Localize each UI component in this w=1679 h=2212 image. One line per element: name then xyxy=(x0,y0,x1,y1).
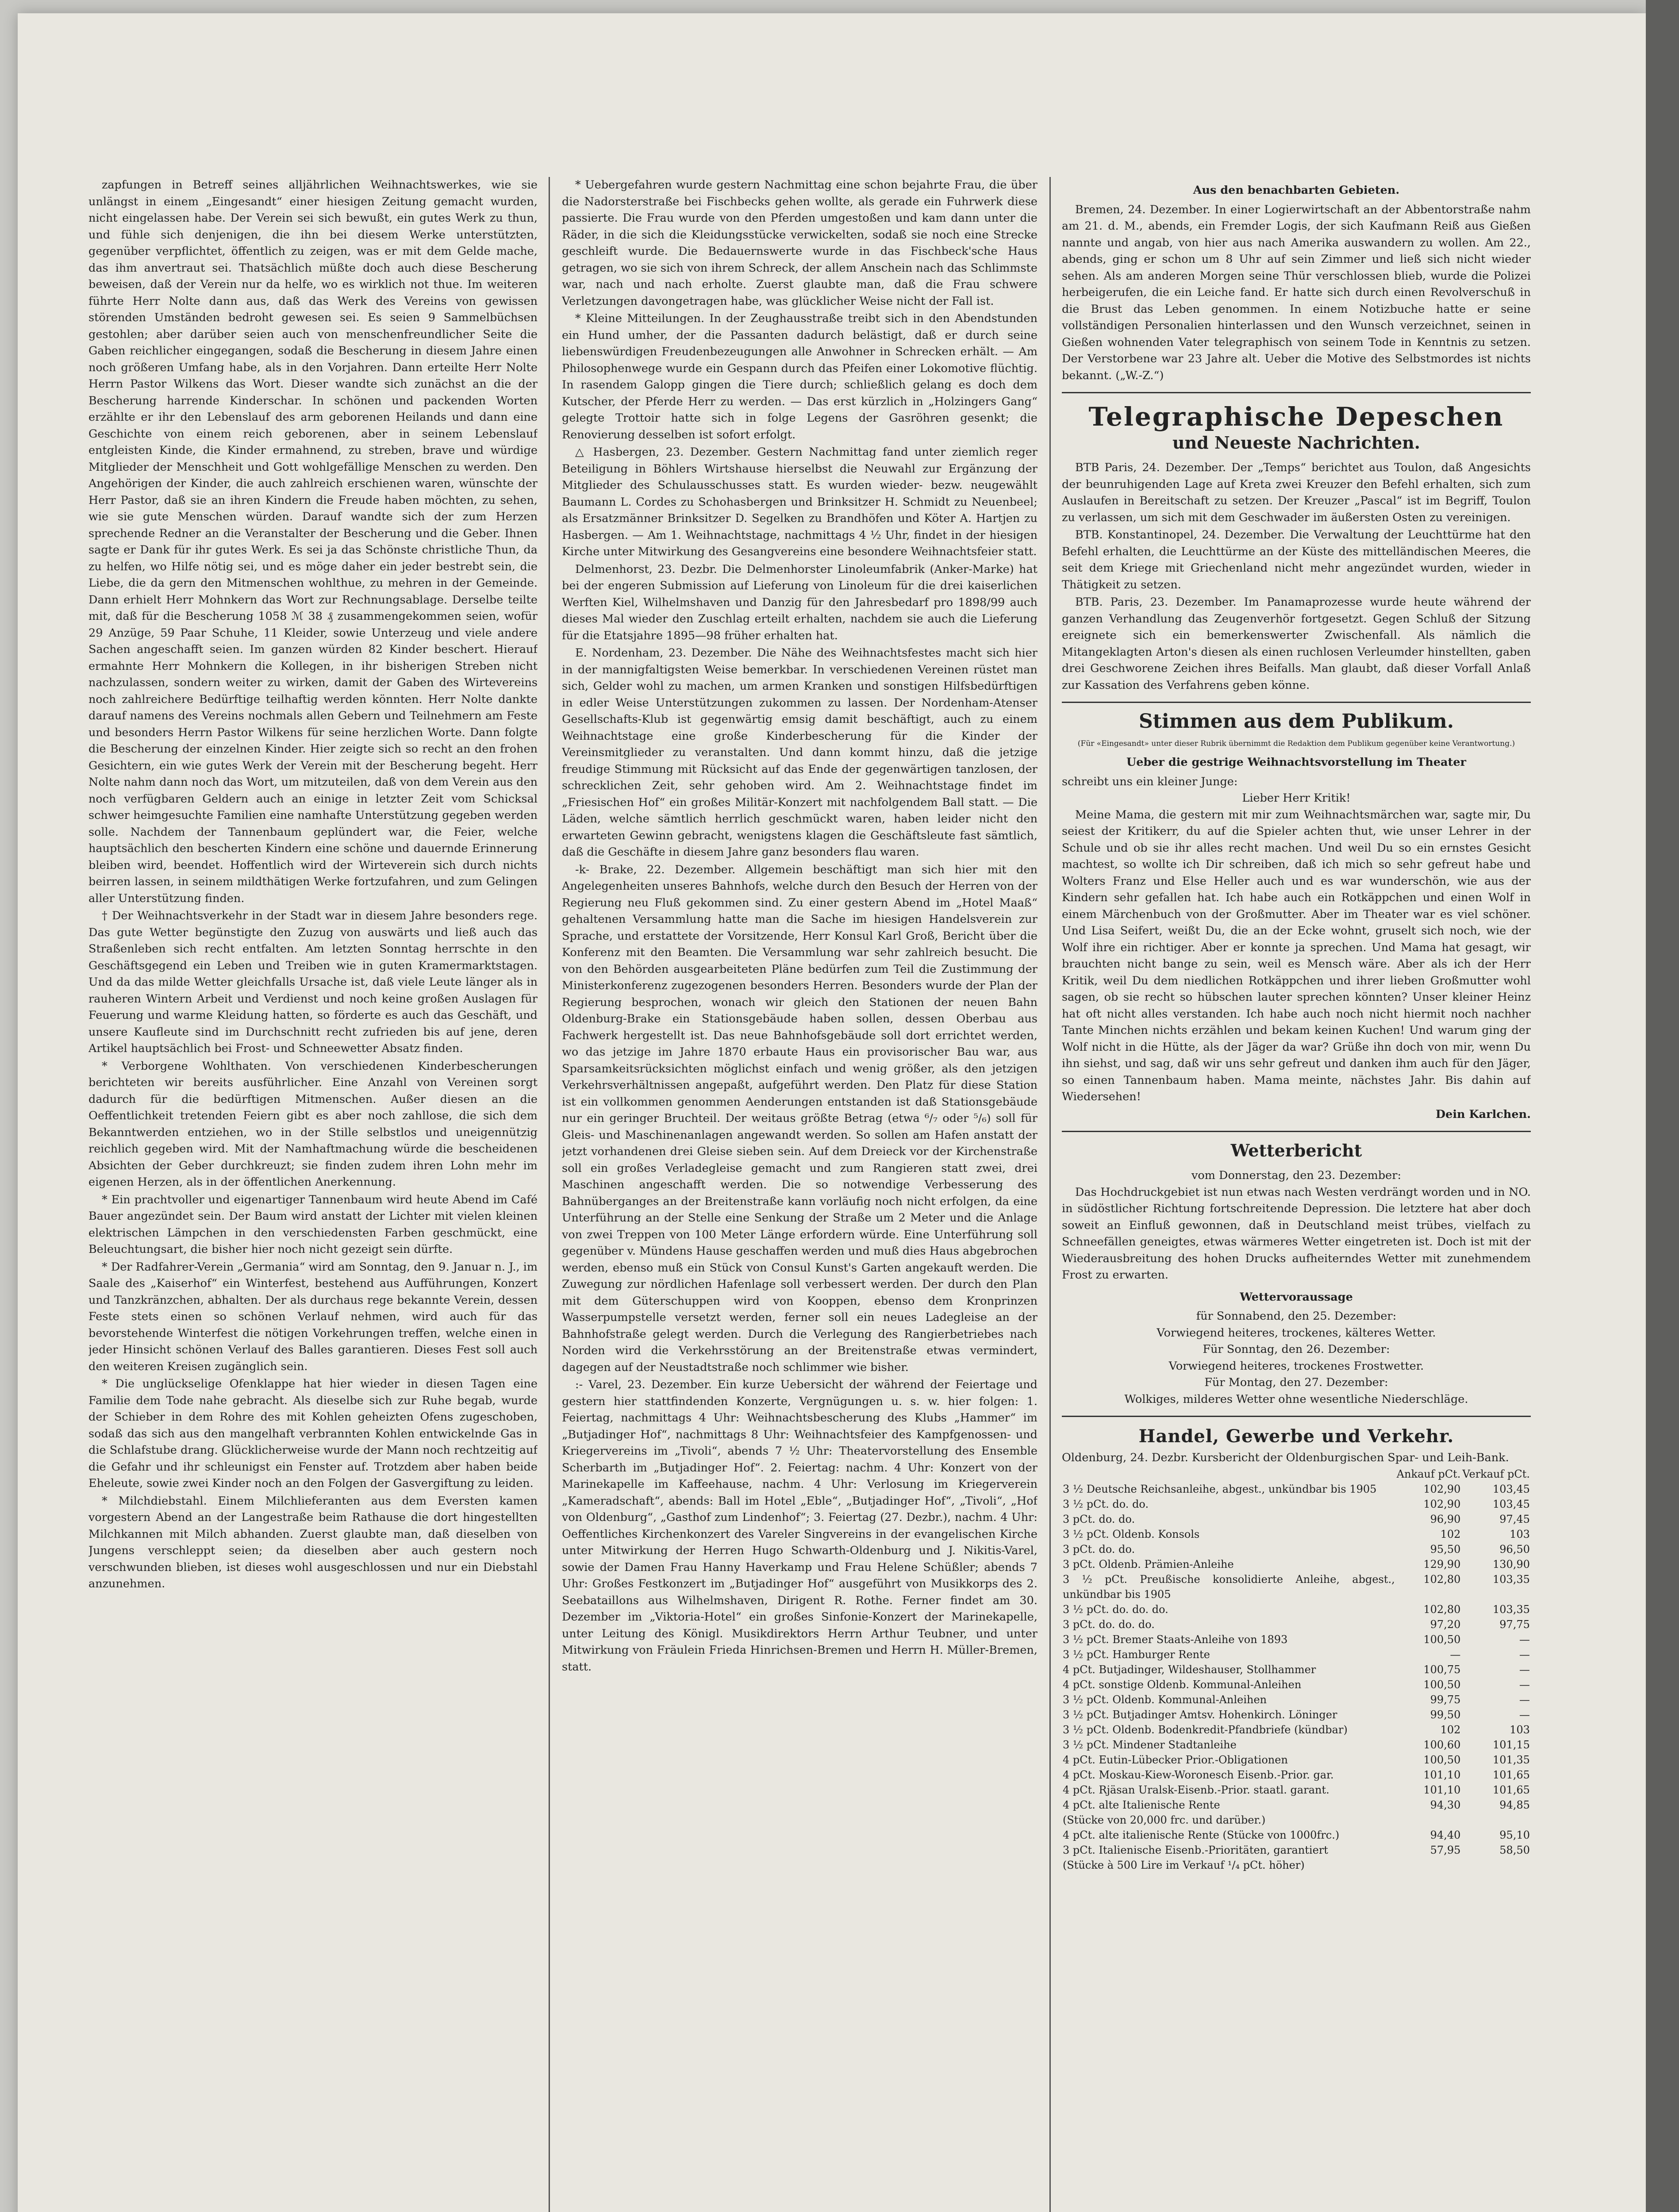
verkauf-value xyxy=(1461,1858,1531,1873)
finance-row xyxy=(1062,1692,1531,1707)
ankauf-value: 100,50 xyxy=(1423,1633,1461,1646)
security-name: 3 pCt. do. do. do. xyxy=(1063,1618,1155,1631)
telegram-paris-1: BTB Paris, 24. Dezember. Der „Temps“ berichtet aus Toulon, daß Angesichts der beunruhigenden Lage auf Kreta zwei Kreuzer den Befehl erhalten, sich zum Auslaufen in Bereitschaft zu setzen. Der Kreuzer „Pascal“ ist im Begriff, Toulon zu verlassen, um sich mit dem Geschwader im äußersten Osten zu vereinigen. xyxy=(1062,461,1531,524)
ankauf-value: — xyxy=(1450,1648,1461,1661)
ankauf-value xyxy=(1396,1858,1462,1873)
stimmen-note: (Für «Eingesandt» unter dieser Rubrik übernimmt die Redaktion dem Publikum gegenüber keine Verantwortung.) xyxy=(1077,739,1515,748)
verkauf-value: — xyxy=(1519,1663,1530,1676)
security-name: 4 pCt. alte italienische Rente (Stücke von 1000frc.) xyxy=(1063,1828,1340,1841)
telegram-subtitle: und Neueste Nachrichten. xyxy=(1172,433,1421,453)
ankauf-value: 100,60 xyxy=(1423,1738,1461,1751)
ankauf-value: 94,30 xyxy=(1430,1798,1461,1811)
ankauf-value: 102,90 xyxy=(1423,1482,1461,1495)
finance-row xyxy=(1062,1512,1531,1527)
verkauf-value: 103,35 xyxy=(1493,1603,1530,1616)
security-name: 4 pCt. Butjadinger, Wildeshauser, Stollhammer xyxy=(1063,1663,1316,1676)
finance-row xyxy=(1062,1617,1531,1632)
finance-row xyxy=(1062,1737,1531,1752)
ankauf-value: 100,50 xyxy=(1423,1753,1461,1766)
article-hasbergen: △ Hasbergen, 23. Dezember. Gestern Nachmittag fand unter ziemlich reger Beteiligung in Böhlers Wirtshause hierselbst die Neuwahl zur Ergänzung der Mitglieder des Schulausschusses statt. Es wurden wieder- bezw. neugewählt Baumann L. Cordes zu Schohasbergen und Brinksitzer H. Schmidt zu Neuenbeel; als Ersatzmänner Brinksitzer D. Segelken zu Brandhöfen und Köter A. Hartjen zu Hasbergen. — Am 1. Weihnachtstage, nachmittags 4 ½ Uhr, findet in der hiesigen Kirche unter Mitwirkung des Gesangvereins eine besondere Weihnachtsfeier statt. xyxy=(562,445,1037,558)
security-name: 3 ½ pCt. Preußische konsolidierte Anleihe, abgest., unkündbar bis 1905 xyxy=(1063,1573,1395,1601)
finance-row xyxy=(1062,1858,1531,1873)
finance-title: Handel, Gewerbe und Verkehr. xyxy=(1138,1426,1454,1447)
finance-row xyxy=(1062,1497,1531,1512)
weather-date: vom Donnerstag, den 23. Dezember: xyxy=(1191,1169,1402,1182)
security-name: 4 pCt. Moskau-Kiew-Woronesch Eisenb.-Prior. gar. xyxy=(1063,1768,1334,1781)
article-nordenham: E. Nordenham, 23. Dezember. Die Nähe des Weihnachtsfestes macht sich hier in der mannigfaltigsten Weise bemerkbar. In verschiedenen Vereinen rüstet man sich, Gelder wohl zu machen, um armen Kranken und sonstigen Hilfsbedürftigen in edler Weise Unterstützungen zukommen zu lassen. Der Nordenham-Atenser Gesellschafts-Klub ist gegenwärtig emsig damit beschäftigt, auch zu einem Weihnachtstage eine große Kinderbescherung für die Kinder der Vereinsmitglieder zu veranstalten. Und dann kommt hinzu, daß die jetzige freudige Stimmung mit Rücksicht auf das Ende der gegenwärtigen tanzlosen, der schrecklichen Zeit, sehr gehoben wird. Am 2. Weihnachtstage findet im „Friesischen Hof“ ein großes Militär-Konzert mit nachfolgendem Ball statt. — Die Läden, welche sämtlich herrlich geschmückt waren, haben leider nicht den erwarteten Gewinn gebracht, wenigstens klagen die Geschäftsleute fast sämtlich, daß die Geschäfte in diesem Jahre ganz besonders flau waren. xyxy=(562,646,1037,859)
letter-greeting: Lieber Herr Kritik! xyxy=(1242,791,1351,805)
finance-row xyxy=(1062,1752,1531,1767)
ankauf-value: 102 xyxy=(1440,1528,1461,1540)
finance-row xyxy=(1062,1632,1531,1647)
security-name: 3 ½ pCt. do. do. xyxy=(1063,1498,1149,1510)
verkauf-value: — xyxy=(1519,1633,1530,1646)
finance-row xyxy=(1062,1482,1531,1497)
article-kleine-mitteilungen: * Kleine Mitteilungen. In der Zeughausstraße treibt sich in den Abendstunden ein Hund umher, der die Passanten dadurch belästigt, daß er durch seine liebenswürdigen Freudenbezeugungen alle Anwohner in Schrecken erhält. — Am Philosophenwege wurde ein Gespann durch das Pfeifen einer Lokomotive flüchtig. In rasendem Galopp gingen die Tiere durch; schließlich gelang es doch dem Kutscher, der Pferde Herr zu werden. — Das erst kürzlich in „Holzingers Gang“ gelegte Trottoir hatte sich in folge Legens der Gasröhren gesenkt; die Renovierung desselben ist sofort erfolgt. xyxy=(562,312,1037,442)
finance-row xyxy=(1062,1557,1531,1572)
finance-header-row xyxy=(1062,1467,1531,1482)
finance-row xyxy=(1062,1797,1531,1813)
security-name: (Stücke von 20,000 frc. und darüber.) xyxy=(1063,1813,1266,1826)
ankauf-value: 95,50 xyxy=(1430,1543,1461,1555)
verkauf-value: — xyxy=(1519,1693,1530,1706)
verkauf-value: 101,35 xyxy=(1493,1753,1530,1766)
finance-row xyxy=(1062,1677,1531,1692)
security-name: 3 ½ pCt. Oldenb. Kommunal-Anleihen xyxy=(1063,1693,1267,1706)
security-name: 4 pCt. sonstige Oldenb. Kommunal-Anleihen xyxy=(1063,1678,1302,1691)
column-2 xyxy=(562,177,1037,2212)
ankauf-value: 99,50 xyxy=(1430,1708,1461,1721)
section-divider xyxy=(1062,702,1531,703)
security-name: 3 pCt. Italienische Eisenb.-Prioritäten, garantiert xyxy=(1063,1843,1328,1856)
verkauf-value: 97,75 xyxy=(1499,1618,1530,1631)
ankauf-value: 100,75 xyxy=(1423,1663,1461,1676)
forecast-line: Vorwiegend heiteres, trockenes Frostwetter. xyxy=(1168,1359,1424,1373)
article-varel: :- Varel, 23. Dezember. Ein kurze Uebersicht der während der Feiertage und gestern hier stattfindenden Konzerte, Vergnügungen u. s. w. hier folgen: 1. Feiertag, nachmittags 4 Uhr: Weihnachtsbescherung des Klubs „Hammer“ im „Butjadinger Hof“, nachmittags 8 Uhr: Weihnachtsfeier des Kampfgenossen- und Kriegervereins im „Tivoli“, abends 7 ½ Uhr: Theatervorstellung des Ensemble Scherbarth im „Butjadinger Hof“. 2. Feiertag: nachm. 4 Uhr: Konzert von der Marinekapelle im Kaffeehause, nachm. 4 Uhr: Verlosung im Kriegerverein „Kameradschaft“, abends: Ball im Hotel „Eble“, „Butjadinger Hof“, „Tivoli“, „Hof von Oldenburg“, „Gasthof zum Lindenhof“; 3. Feiertag (27. Dezbr.), nachm. 4 Uhr: Oeffentliches Kirchenkonzert des Vareler Singvereins in der evangelischen Kirche unter Mitwirkung der Herren Hugo Schwarth-Oldenburg und J. Nikitis-Varel, sowie der Damen Frau Hanny Haverkamp und Frau Helene Schüßler; abends 7 Uhr: Großes Festkonzert im „Butjadinger Hof“ ausgeführt von Musikkorps des 2. Seebataillons aus Wilhelmshaven, Dirigent R. Rothe. Ferner findet am 30. Dezember im „Viktoria-Hotel“ ein großes Sinfonie-Konzert der Marinekapelle, unter Leitung des Königl. Musikdirektors Herrn Arthur Teubner, und unter Mitwirkung von Fräulein Frieda Hinrichsen-Bremen und Herrn H. Müller-Bremen, statt. xyxy=(562,1378,1037,1674)
verkauf-value: 103 xyxy=(1510,1528,1530,1540)
finance-row xyxy=(1062,1602,1531,1617)
security-name: 3 pCt. do. do. xyxy=(1063,1513,1135,1525)
forecast-line: Wolkiges, milderes Wetter ohne wesentliche Niederschläge. xyxy=(1124,1392,1468,1406)
article-weihnachtsverkehr: † Der Weihnachtsverkehr in der Stadt war in diesem Jahre besonders rege. Das gute Wetter begünstigte den Zuzug von auswärts und ließ auch das Straßenleben sich recht entfalten. Am letzten Sonntag herrschte in den Geschäftsgegend ein Leben und Treiben wie in guten Kramermarktstagen. Und da das milde Wetter gleichfalls Ursache ist, daß viele Leute länger als in rauheren Wintern Arbeit und Verdienst und noch keine großen Auslagen für Feuerung und warme Kleidung hatten, so förderte es auch das Geschäft, und unsere Kaufleute sind im Durchschnitt recht zufrieden bis auf jene, deren Artikel hauptsächlich bei Frost- und Schneewetter Absatz finden. xyxy=(88,909,538,1055)
telegram-konstantinopel: BTB. Konstantinopel, 24. Dezember. Die Verwaltung der Leuchttürme hat den Befehl erhalten, die Leuchttürme an der Küste des mittelländischen Meeres, die seit dem Kriege mit Griechenland nicht mehr angezündet wurden, wieder in Thätigkeit zu setzen. xyxy=(1062,528,1531,591)
ankauf-value: 100,50 xyxy=(1423,1678,1461,1691)
stimmen-title: Stimmen aus dem Publikum. xyxy=(1138,710,1454,733)
ankauf-value: 102 xyxy=(1440,1723,1461,1736)
security-name: 3 ½ Deutsche Reichsanleihe, abgest., unkündbar bis 1905 xyxy=(1063,1482,1377,1495)
forecast-line: Für Montag, den 27. Dezember: xyxy=(1204,1376,1388,1389)
article-verborgene-wohlthaten: * Verborgene Wohlthaten. Von verschiedenen Kinderbescherungen berichteten wir bereits ausführlicher. Eine Anzahl von Vereinen sorgt dadurch für die bedürftigen Mitmenschen. Außer diesen an die Oeffentlichkeit tretenden Feiern gibt es aber noch zahllose, die sich dem Bekanntwerden entziehen, wo in der Stille selbstlos und uneigennützig reichlich gegeben wird. Mit der Namhaftmachung würde die bescheidenen Absichten der Geber durchkreuzt; sie finden zudem ihren Lohn mehr im eigenen Herzen, als in der öffentlichen Anerkennung. xyxy=(88,1059,538,1189)
page-edge-shadow xyxy=(1646,0,1679,2212)
article-brake: -k- Brake, 22. Dezember. Allgemein beschäftigt man sich hier mit den Angelegenheiten unseres Bahnhofs, welche durch den Besuch der Herren von der Regierung neu Fluß gekommen sind. Zu einer gestern Abend im „Hotel Maaß“ gehaltenen Versammlung hatte man die Sache im hiesigen Handelsverein zur Sprache, und erstattete der Vorsitzende, Herr Konsul Karl Groß, Bericht über die Konferenz mit den Beamten. Die Versammlung war sehr zahlreich besucht. Die von den Behörden ausgearbeiteten Pläne bedürfen zum Teil die Zustimmung der Ministerkonferenz zugezogenen besonders Herren. Besonders wurde der Plan der Regierung besprochen, wonach wir gleich den Stationen der neuen Bahn Oldenburg-Brake ein Stationsgebäude haben sollen, dessen Oberbau aus Fachwerk hergestellt ist. Das neue Bahnhofsgebäude soll dort errichtet werden, wo das jetzige im Jahre 1870 erbaute Haus ein provisorischer Bau war, aus Sparsamkeitsrücksichten möglichst einfach und wenig größer, als den jetzigen Verkehrsverhältnissen angepaßt, aufgeführt werden. Den Platz für diese Station ist ein vollkommen genommen Aenderungen entstanden ist daß Stationsgebäude nur ein geringer Bruchteil. Der weitaus größte Betrag (etwa ⁶/₇ oder ⁵/₆) soll für Gleis- und Maschinenanlagen angewandt werden. So sollen am Hafen anstatt der jetzt vorhandenen drei Gleise sieben sein. Auf dem Dreieck vor der Kirchenstraße soll ein großes Verladegleise gemacht und zum Rangieren statt zwei, drei Maschinen angeschafft werden. Die so notwendige Verbesserung des Bahnüberganges an der Breitenstraße kann vorläufig noch nicht erfolgen, da eine Unterführung an der Stelle eine Senkung der Straße um 2 Meter und die Anlage von zwei Treppen von 100 Meter Länge erfordern würde. Eine Unterführung soll gegenüber v. Mündens Hause geschaffen werden und muß dies Haus abgebrochen werden, ebenso muß ein Stück von Consul Kunst's Garten angekauft werden. Die Zuwegung zur nördlichen Hafenlage soll verbessert werden. Der durch den Plan mit dem Güterschuppen wird von Kooppen, ebenso dem Kronprinzen Wasserpumpstelle versetzt werden, ferner soll ein neues Ladegleise an der Bahnhofstraße gelegt werden. Durch die Verlegung des Rangierbetriebes nach Norden wird die Verkehrsstörung an der Breitenstraße etwas vermindert, dagegen auf der Neustadtstraße noch schlimmer wie bisher. xyxy=(562,863,1037,1374)
finance-row xyxy=(1062,1707,1531,1722)
security-name: 3 ½ pCt. Oldenb. Konsols xyxy=(1063,1528,1200,1540)
verkauf-value: 101,15 xyxy=(1493,1738,1530,1751)
weather-text: Das Hochdruckgebiet ist nun etwas nach Westen verdrängt worden und in NO. in südöstlicher Richtung fortschreitende Depression. Die letztere hat aber doch soweit an Einfluß gewonnen, daß in Deutschland meist trübes, vielfach zu Schneefällen geneigtes, etwas wärmeres Wetter eingetreten ist. Doch ist mit der Wiederausbreitung des hohen Drucks aufheiterndes Wetter mit zunehmendem Frost zu erwarten. xyxy=(1062,1185,1531,1282)
ankauf-value: 102,80 xyxy=(1423,1573,1461,1586)
ankauf-value: 101,10 xyxy=(1423,1783,1461,1796)
header-verkauf: Verkauf pCt. xyxy=(1462,1467,1530,1480)
ankauf-value: 97,20 xyxy=(1430,1618,1461,1631)
verkauf-value: 101,65 xyxy=(1493,1783,1530,1796)
security-name: (Stücke à 500 Lire im Verkauf ¹/₄ pCt. höher) xyxy=(1063,1859,1305,1871)
security-name: 3 ½ pCt. do. do. do. xyxy=(1063,1603,1168,1616)
article-radfahrer-verein: * Der Radfahrer-Verein „Germania“ wird am Sonntag, den 9. Januar n. J., im Saale des „Kaiserhof“ ein Winterfest, bestehend aus Aufführungen, Konzert und Tanzkränzchen, abhalten. Der als durchaus rege bekannte Verein, dessen Feste stets einen so schönen Verlauf nehmen, wird auch für das bevorstehende Winterfest die nötigen Vorkehrungen treffen, welche einen in jeder Hinsicht schönen Verlauf des Balles garantieren. Dieses Fest soll auch den weiteren Kreisen zugänglich sein. xyxy=(88,1260,538,1373)
finance-row xyxy=(1062,1572,1531,1602)
security-name: 4 pCt. Eutin-Lübecker Prior.-Obligationen xyxy=(1063,1753,1288,1766)
finance-row xyxy=(1062,1662,1531,1677)
ankauf-value: 96,90 xyxy=(1430,1513,1461,1525)
verkauf-value: 103 xyxy=(1510,1723,1530,1736)
ankauf-value: 99,75 xyxy=(1430,1693,1461,1706)
ankauf-value: 94,40 xyxy=(1430,1828,1461,1841)
telegram-title: Telegraphische Depeschen xyxy=(1088,402,1504,432)
letter-heading: Ueber die gestrige Weihnachtsvorstellung im Theater xyxy=(1126,756,1466,769)
column-1 xyxy=(88,177,538,2212)
article-ofenklappe: * Die unglückselige Ofenklappe hat hier wieder in diesen Tagen eine Familie dem Tode nahe gebracht. Als dieselbe sich zur Ruhe begab, wurde der Schieber in dem Rohre des mit Kohlen geheizten Ofens zugeschoben, sodaß das sich aus den mangelhaft verbrannten Kohlen entwickelnde Gas in die Schlafstube drang. Glücklicherweise wurde der Mann noch rechtzeitig auf die Gefahr und ihr schleunigst ein Fenster auf. Trotzdem aber haben beide Eheleute, sowie zwei Kinder noch an den Folgen der Gasvergiftung zu leiden. xyxy=(88,1377,538,1490)
verkauf-value: — xyxy=(1519,1678,1530,1691)
finance-row xyxy=(1062,1767,1531,1782)
finance-row xyxy=(1062,1813,1531,1828)
article-delmenhorst: Delmenhorst, 23. Dezbr. Die Delmenhorster Linoleumfabrik (Anker-Marke) hat bei der engeren Submission auf Lieferung von Linoleum für die drei kaiserlichen Werften Kiel, Wilhelmshaven und Danzig für den Jahresbedarf pro 1898/99 auch dieses Mal wieder den Zuschlag erteilt erhalten, nachdem sie auch die Lieferung für die Etatsjahre 1895—98 früher erhalten hat. xyxy=(562,562,1037,642)
section-divider xyxy=(1062,1416,1531,1417)
verkauf-value: 103,45 xyxy=(1493,1498,1530,1510)
forecast-title: Wettervoraussage xyxy=(1240,1290,1353,1304)
section-divider xyxy=(1062,1131,1531,1132)
ankauf-value: 102,90 xyxy=(1423,1498,1461,1510)
ankauf-value: 57,95 xyxy=(1430,1843,1461,1856)
finance-row xyxy=(1062,1542,1531,1557)
column-rule-2 xyxy=(1049,177,1051,2212)
verkauf-value: 97,45 xyxy=(1499,1513,1530,1525)
security-name: 3 ½ pCt. Oldenb. Bodenkredit-Pfandbriefe (kündbar) xyxy=(1063,1723,1348,1736)
article-milchdiebstahl: * Milchdiebstahl. Einem Milchlieferanten aus dem Eversten kamen vorgestern Abend an der Langestraße beim Rathause die dort hingestellten Milchkannen mit Milch abhanden. Zuerst glaubte man, daß dieselben von Jungens verschleppt seien; da dieselben aber auch gestern noch verschwunden blieben, ist dieses wohl ausgeschlossen und nur ein Diebstahl anzunehmen. xyxy=(88,1494,538,1590)
ankauf-value: 101,10 xyxy=(1423,1768,1461,1781)
article-bremen: Bremen, 24. Dezember. In einer Logierwirtschaft an der Abbentorstraße nahm am 21. d. M., abends, ein Fremder Logis, der sich Kaufmann Reiß aus Gießen nannte und angab, von hier aus nach Amerika auswandern zu wollen. Am 22., abends, ging er schon um 8 Uhr auf sein Zimmer und ließ sich nicht wieder sehen. Als am anderen Morgen seine Thür verschlossen blieb, wurde die Polizei herbeigerufen, die ein Leiche fand. Er hatte sich durch einen Revolverschuß in die Brust das Leben genommen. In einem Notizbuche hatte er seine vollständigen Personalien hinterlassen und den Wunsch verzeichnet, seinen in Gießen wohnenden Vater telegraphisch von seinem Tode in Kenntnis zu setzen. Der Verstorbene war 23 Jahre alt. Ueber die Motive des Selbstmordes ist nichts bekannt. („W.-Z.“) xyxy=(1062,203,1531,382)
verkauf-value: 96,50 xyxy=(1499,1543,1530,1555)
ankauf-value xyxy=(1396,1813,1462,1828)
column-rule-1 xyxy=(549,177,550,2212)
column-3 xyxy=(1062,177,1531,2212)
verkauf-value: — xyxy=(1519,1648,1530,1661)
verkauf-value: 103,45 xyxy=(1493,1482,1530,1495)
finance-intro: Oldenburg, 24. Dezbr. Kursbericht der Oldenburgischen Spar- und Leih-Bank. xyxy=(1062,1451,1509,1464)
letter-intro: schreibt uns ein kleiner Junge: xyxy=(1062,775,1238,788)
header-ankauf: Ankauf pCt. xyxy=(1396,1467,1461,1480)
letter-body: Meine Mama, die gestern mit mir zum Weihnachtsmärchen war, sagte mir, Du seiest der Kritikerr, du auf die Spieler achten thut, wie unser Lehrer in der Schule und ob sie ihr alles recht machen. Und weil Du so ein ernstes Gesicht machtest, so wollte ich Dir schreiben, daß ich mich so sehr gefreut habe und Wolters Franz und Else Heller auch und es war wunderschön, wie aus der Kindern sehr gefallen hat. Ich habe auch ein Rotkäppchen und einen Wolf in einem Märchenbuch von der Großmutter. Aber im Theater war es viel schöner. Und Lisa Seifert, weißt Du, die an der Ecke wohnt, gruselt sich noch, wie der Wolf ihre ein richtiger. Aber er konnte ja sprechen. Und Mama hat gesagt, wir brauchten nicht bange zu sein, weil es Mensch wäre. Aber als ich der Herr Kritik, weil Du dem niedlichen Rotkäppchen und ihrer lieben Großmutter wohl sagen, ob sie recht so hübschen lauter sprechen könnten? Unser kleiner Heinz hat oft nicht alles verstanden. Ich habe auch noch nicht hiermit noch nachher Tante Minchen nichts erzählen und bekam keinen Kuchen! Und warum ging der Wolf nicht in die Hütte, als der Jäger da war? Grüße ihn doch von mir, wenn Du ihn siehst, und sag, daß wir uns sehr gefreut und danken ihm auch für den Jäger, so einen Tannenbaum haben. Mama meinte, nächstes Jahr. Bis dahin auf Wiedersehen! xyxy=(1062,808,1531,1103)
finance-row xyxy=(1062,1843,1531,1858)
security-name: 4 pCt. Rjäsan Uralsk-Eisenb.-Prior. staatl. garant. xyxy=(1063,1783,1329,1796)
verkauf-value: 101,65 xyxy=(1493,1768,1530,1781)
security-name: 4 pCt. alte Italienische Rente xyxy=(1063,1798,1220,1811)
verkauf-value: — xyxy=(1519,1708,1530,1721)
finance-row xyxy=(1062,1722,1531,1737)
letter-signature: Dein Karlchen. xyxy=(1436,1107,1531,1121)
finance-table xyxy=(1062,1467,1531,1873)
finance-row xyxy=(1062,1647,1531,1662)
article-tannenbaum: * Ein prachtvoller und eigenartiger Tannenbaum wird heute Abend im Café Bauer angezündet sein. Der Baum wird anstatt der Lichter mit vielen kleinen elektrischen Lämpchen in den verschiedensten Farben geschmückt, eine Beleuchtungsart, die bisher hier noch nicht gezeigt sein dürfte. xyxy=(88,1193,538,1256)
article-wirteverein: zapfungen in Betreff seines alljährlichen Weihnachtswerkes, wie sie unlängst in einem „Eingesandt“ einer hiesigen Zeitung gemacht wurden, nicht eingelassen habe. Der Verein sei sich bewußt, ein gutes Werk zu thun, und fühle sich denjenigen, die ihn bei diesem Werke unterstützten, gegenüber verpflichtet, öffentlich zu zeigen, was er mit dem Gelde mache, das ihm anvertraut sei. Thatsächlich müßte doch auch diese Bescherung beweisen, daß der Verein nur da helfe, wo es wirklich not thue. Im weiteren führte Herr Nolte dann aus, daß das Werk des Vereins von gewissen störenden Umständen bedroht gewesen sei. Es seien 9 Sammelbüchsen gestohlen; aber darüber seien auch von menschenfreundlicher Seite die Gaben reichlicher eingegangen, sodaß die Bescherung in diesem Jahre einen noch größeren Umfang habe, als in den Vorjahren. Dann erteilte Herr Nolte Herrn Pastor Wilkens das Wort. Dieser wandte sich zunächst an die der Bescherung harrende Kinderschar. In schönen und packenden Worten erzählte er ihr den Lebenslauf des arm geborenen Heilands und dann eine Geschichte von einem reich geborenen, aber in seinem Lebenslauf entgleisten Kinde, die Kinder ermahnend, zu streben, brave und würdige Mitglieder der Menschheit und Gott wohlgefällige Menschen zu werden. Den Angehörigen der Kinder, die auch zahlreich erschienen waren, wünschte der Herr Pastor, daß sie an ihren Kindern die Freude haben möchten, zu sehen, wie sie gute Menschen würden. Darauf wandte sich der zum Herzen sprechende Redner an die Veranstalter der Bescherung und die Geber. Ihnen sagte er Dank für ihr gutes Werk. Es sei ja das Schönste christliche Thun, da zu helfen, wo Hilfe nötig sei, und es möge daher ein jeder bestrebt sein, die Liebe, die da gern den Mitmenschen wohlthue, zu mehren in der Gemeinde. Dann erhielt Herr Mohnkern das Wort zur Rechnungsablage. Derselbe teilte mit, daß für die Bescherung 1058 ℳ 38 ₰ zusammengekommen seien, wofür 29 Anzüge, 59 Paar Schuhe, 11 Kleider, sowie Unterzeug und viele andere Sachen angeschafft seien. Im ganzen würden 82 Kinder beschert. Hierauf ermahnte Herr Mohnkern die Kollegen, in ihr bisherigen Streben nicht nachzulassen, sondern weiter zu wirken, damit der Gaben des Wirtevereins noch zahlreichere Bedürftige teilhaftig werden könnten. Herr Nolte dankte darauf namens des Vereins nochmals allen Gebern und Teilnehmern am Feste und besonders Herrn Pastor Wilkens für seine herzlichen Worte. Dann folgte die Bescherung der einzelnen Kinder. Hier zeigte sich so recht an den frohen Gesichtern, ein wie gutes Werk der Verein mit der Bescherung begeht. Herr Nolte nahm dann noch das Wort, um mitzuteilen, daß von dem Verein aus den noch verfügbaren Geldern auch an einige in letzter Zeit vom Schicksal schwer heimgesuchte Familien eine namhafte Unterstützung gegeben werden solle. Nachdem der Tannenbaum geplündert war, die Feier, welche hauptsächlich den bescherten Kindern eine schöne und dauernde Erinnerung bleiben wird, beendet. Hoffentlich wird der Wirteverein sich durch nichts beirren lassen, in seinem mildthätigen Werke fortzufahren, und zum Gelingen aller Unterstützung finden. xyxy=(88,178,538,905)
security-name: 3 pCt. do. do. xyxy=(1063,1543,1135,1555)
article-uebergefahren: * Uebergefahren wurde gestern Nachmittag eine schon bejahrte Frau, die über die Nadorsterstraße bei Fischbecks gehen wollte, als gerade ein Fuhrwerk diese passierte. Die Frau wurde von den Pferden umgestoßen und kam dann unter die Räder, in die sich die Kleidungsstücke verwickelten, sodaß sie noch eine Strecke geschleift wurde. Die Bedauernswerte wurde in das Fischbeck'sche Haus getragen, wo sie sich von ihrem Schreck, der allem Anschein nach das Schlimmste war, nach und nach erholte. Zuerst glaubte man, daß die Frau schwere Verletzungen davongetragen habe, was glücklicher Weise nicht der Fall ist. xyxy=(562,178,1037,308)
finance-row xyxy=(1062,1527,1531,1542)
finance-row xyxy=(1062,1782,1531,1797)
verkauf-value xyxy=(1461,1813,1531,1828)
security-name: 3 ½ pCt. Butjadinger Amtsv. Hohenkirch. Löninger xyxy=(1063,1708,1337,1721)
security-name: 3 ½ pCt. Mindener Stadtanleihe xyxy=(1063,1738,1237,1751)
forecast-line: Für Sonntag, den 26. Dezember: xyxy=(1203,1343,1390,1356)
forecast-line: Vorwiegend heiteres, trockenes, kälteres Wetter. xyxy=(1156,1326,1436,1340)
security-name: 3 ½ pCt. Bremer Staats-Anleihe von 1893 xyxy=(1063,1633,1288,1646)
verkauf-value: 103,35 xyxy=(1493,1573,1530,1586)
telegram-paris-2: BTB. Paris, 23. Dezember. Im Panamaprozesse wurde heute während der ganzen Verhandlung das Zeugenverhör fortgesetzt. Gegen Schluß der Sitzung ereignete sich ein bemerkenswerter Zwischenfall. Als nämlich die Mitangeklagten Arton's diesen als einen ruchlosen Verleumder hinstellten, gaben drei Geschworene Zeichen ihres Beifalls. Man glaubt, daß dieser Vorfall Anlaß zur Kassation des Verfahrens geben könne. xyxy=(1062,595,1531,692)
forecast-line: für Sonnabend, den 25. Dezember: xyxy=(1196,1310,1397,1323)
verkauf-value: 58,50 xyxy=(1499,1843,1530,1856)
ankauf-value: 102,80 xyxy=(1423,1603,1461,1616)
ankauf-value: 129,90 xyxy=(1423,1558,1461,1571)
verkauf-value: 130,90 xyxy=(1493,1558,1530,1571)
verkauf-value: 94,85 xyxy=(1499,1798,1530,1811)
verkauf-value: 95,10 xyxy=(1499,1828,1530,1841)
section-divider xyxy=(1062,392,1531,393)
section-heading-nachbar: Aus den benachbarten Gebieten. xyxy=(1193,184,1400,197)
finance-row xyxy=(1062,1828,1531,1843)
weather-title: Wetterbericht xyxy=(1230,1141,1362,1160)
security-name: 3 pCt. Oldenb. Prämien-Anleihe xyxy=(1063,1558,1234,1571)
security-name: 3 ½ pCt. Hamburger Rente xyxy=(1063,1648,1210,1661)
